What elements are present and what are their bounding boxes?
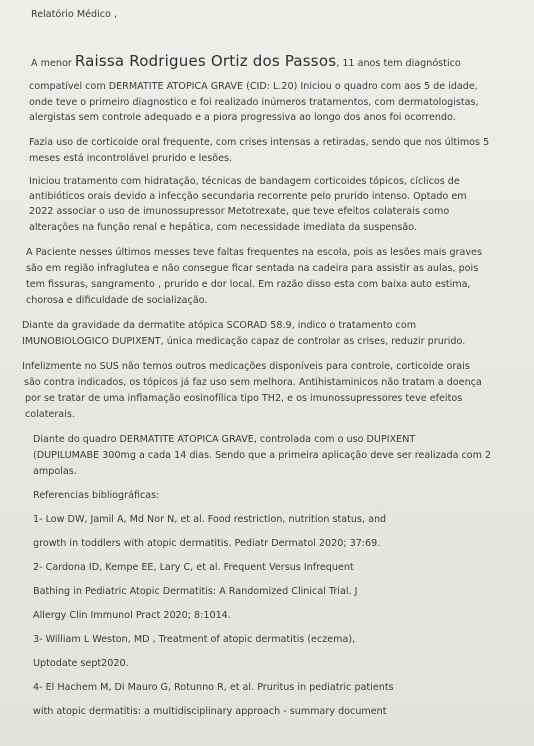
p6-line-3: por se tratar de uma inflamação eosinofílica tipo TH2, e os imunossupressores teve efeitos xyxy=(25,393,463,404)
patient-age: , 11 anos tem diagnóstico xyxy=(336,58,461,69)
p3-line-2: antibióticos orais devido a infecção secundaria recorrente pelo prurido intenso. Optado em xyxy=(29,191,467,202)
intro-line-1: compatível com DERMATITE ATOPICA GRAVE (CID: L.20) Iniciou o quadro com aos 5 de idade, xyxy=(29,81,478,92)
patient-name: Raissa Rodrigues Ortiz dos Passos xyxy=(74,52,337,70)
p4-line-2: são em região infraglutea e não consegue ficar sentada na cadeira para assistir as aulas, pois xyxy=(26,263,479,274)
p4-line-1: A Paciente nesses últimos messes teve faltas frequentes na escola, pois as lesões mais graves xyxy=(26,247,482,258)
p3-line-4: alterações na função renal e hepática, com necessidade imediata da suspensão. xyxy=(29,222,418,233)
reference-line-7: Uptodate sept2020. xyxy=(33,658,129,669)
intro-prefix: A menor xyxy=(31,58,75,69)
reference-line-3: 2- Cardona ID, Kempe EE, Lary C, et al. Frequent Versus Infrequent xyxy=(33,562,354,573)
p7-line-2: (DUPILUMABE 300mg a cada 14 dias. Sendo que a primeira aplicação deve ser realizada com 2 xyxy=(33,450,492,461)
references-heading: Referencias bibliográficas: xyxy=(33,490,160,501)
reference-line-4: Bathing in Pediatric Atopic Dermatitis: A Randomized Clinical Trial. J xyxy=(33,586,358,597)
reference-line-8: 4- El Hachem M, Di Mauro G, Rotunno R, et al. Pruritus in pediatric patients xyxy=(33,682,394,693)
p4-line-4: chorosa e dificuldade de socialização. xyxy=(26,295,208,306)
intro-first-line xyxy=(31,52,461,70)
p3-line-1: Iniciou tratamento com hidratação, técnicas de bandagem corticoides tópicos, cíclicos de xyxy=(29,176,460,187)
reference-line-6: 3- William L Weston, MD , Treatment of atopic dermatitis (eczema), xyxy=(33,634,356,645)
reference-line-1: 1- Low DW, Jamil A, Md Nor N, et al. Food restriction, nutrition status, and xyxy=(33,514,387,525)
report-header: Relatório Médico , xyxy=(31,9,118,20)
p5-line-1: Diante da gravidade da dermatite atópica SCORAD 58.9, indico o tratamento com xyxy=(22,320,417,331)
p2-line-1: Fazia uso de corticoide oral frequente, com crises intensas a retiradas, sendo que nos últimos 5 xyxy=(29,137,490,148)
intro-line-3: alergistas sem controle adequado e a piora progressiva ao longo dos anos foi ocorrendo. xyxy=(29,112,456,123)
p5-line-2: IMUNOBIOLOGICO DUPIXENT, única medicação capaz de controlar as crises, reduzir prurido. xyxy=(22,336,466,347)
p7-line-3: ampolas. xyxy=(33,466,77,477)
p6-line-4: colaterais. xyxy=(25,409,75,420)
reference-line-2: growth in toddlers with atopic dermatitis. Pediatr Dermatol 2020; 37:69. xyxy=(33,538,381,549)
p3-line-3: 2022 associar o uso de imunossupressor Metotrexate, que teve efeitos colaterais como xyxy=(29,206,450,217)
p6-line-1: Infelizmente no SUS não temos outros medicações disponíveis para controle, corticoide orais xyxy=(22,361,470,372)
reference-line-9: with atopic dermatitis: a multidisciplinary approach - summary document xyxy=(33,706,387,717)
reference-line-5: Allergy Clin Immunol Pract 2020; 8:1014. xyxy=(33,610,231,621)
p6-line-2: são contra indicados, os tópicos já faz uso sem melhora. Antihistaminicos não tratam a doença xyxy=(24,377,482,388)
p4-line-3: tem fissuras, sangramento , prurido e dor local. Em razão disso esta com baixa auto estima, xyxy=(26,279,471,290)
p7-line-1: Diante do quadro DERMATITE ATOPICA GRAVE, controlada com o uso DUPIXENT xyxy=(33,434,416,445)
intro-line-2: onde teve o primeiro diagnostico e foi realizado inúmeros tratamentos, com dermatologistas, xyxy=(29,97,479,108)
p2-line-2: meses está incontrolável prurido e lesões. xyxy=(29,153,233,164)
